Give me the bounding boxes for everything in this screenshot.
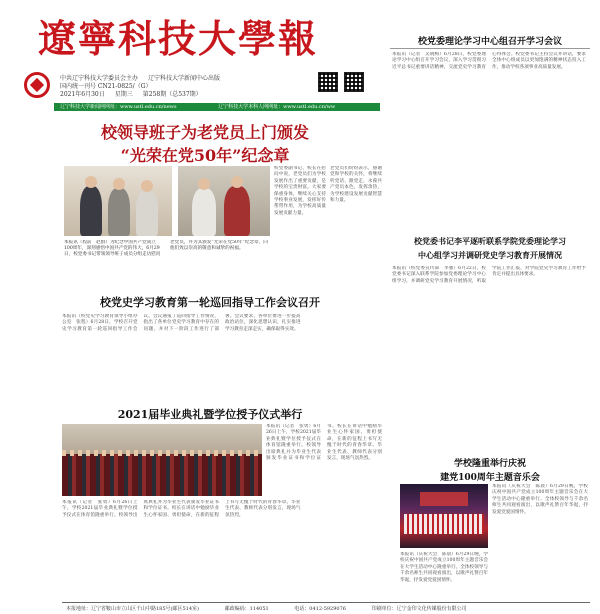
right-body-2: 本报讯（校党委宣传部 李强）6月22日，校党委书记深入联系学院参加党委理论学习中心组学习，并调研党史学习教育开展情况，听取学院工作汇报，对学院党史学习教育工作给予肯定并提出具体要求。	[392, 266, 586, 284]
masthead-title: 遼寧科技大學報	[38, 16, 319, 61]
footer-phone: 电话：0412-5929076	[294, 606, 346, 612]
weekday: 星期三	[114, 91, 133, 98]
publisher: 中共辽宁科技大学委员会主办	[60, 75, 139, 82]
right-headline-1: 校党委理论学习中心组召开学习会议	[417, 37, 562, 47]
right-headline-3a: 学校隆重举行庆祝	[453, 459, 526, 469]
lead-photo-left	[64, 166, 172, 236]
lead-photo-caption: 本报讯（程前 赵群）为纪念中国共产党成立100周年，深刻感悟中国共产党的伟大，6月29日，校党委书记带领领导班子成员分组走访慰问老党员，并为其颁发“光荣在党50年”纪念章，向他们致以崇高的敬意和诚挚的祝福。	[64, 240, 268, 257]
cn-number: 国内统一刊号 CN21-0825/（G）	[60, 83, 152, 90]
qr-code-2	[344, 72, 364, 92]
lead-photo-right	[178, 166, 270, 236]
lead-body-1: 校党委副书记、校长在慰问中说，老党员们为学校发展作出了重要贡献，是学校的宝贵财富。大家要保重身体，继续关心支持学校事业发展，发挥好传帮带作用，为学校高质量发展贡献力量。	[274, 166, 326, 216]
right-headline-2b: 中心组学习并调研党史学习教育开展情况	[418, 250, 562, 260]
right-body-1: 本报讯（记者 吴晓梅）6月28日，校党委理论学习中心组召开学习会议，深入学习贯彻习近平总书记重要讲话精神，交流党史学习教育心得体会。校党委书记主持会议并讲话，要求全体中心组成员以更加饱满的精神状态投入工作，推动学校各项事业高质量发展。	[392, 52, 586, 70]
lead-headline-2: “光荣在党50年”纪念章	[120, 146, 290, 165]
right-headline-3b: 建党100周年主题音乐会	[440, 473, 540, 483]
tour-headline: 校党史学习教育第一轮巡回指导工作会议召开	[100, 296, 320, 309]
concert-photo	[400, 484, 488, 548]
footer-divider	[62, 602, 590, 603]
footer-address: 本报地址：辽宁省鞍山市立山区千山中路185号(邮区514室)	[66, 606, 199, 612]
graduation-body-side: 本报讯（记者 张勇）6月26日上午，学校2021届毕业典礼暨学位授予仪式在体育馆隆重举行。校领导出席典礼并为毕业生代表颁发毕业证书和学位证书。校长在讲话中勉励毕业生心怀家国、勇担使命，在新的征程上书写无愧于时代的青春华章。毕业生代表、教师代表分别发言，现场气氛热烈。	[266, 424, 382, 462]
lead-headline-1: 校领导班子为老党员上门颁发	[100, 123, 309, 142]
qr-code-1	[318, 72, 338, 92]
publication-info	[60, 75, 230, 99]
footer-printer: 印刷单位：辽宁金印文化传媒股份有限公司	[371, 606, 467, 612]
footer-postcode: 邮政编码：114051	[224, 606, 269, 612]
tour-body: 本报讯（校党史学习教育领导小组办公室 张程）6月28日，学校召开党史学习教育第一轮巡回指导工作会议。会议通报了巡回指导工作情况，指出了各单位党史学习教育中存在的问题，并对下一阶段工作进行了部署。会议要求，各单位要进一步提高政治站位，深化思想认识，扎实推进学习教育走深走实，确保取得实效。	[62, 314, 301, 332]
divider	[390, 48, 590, 49]
issue-number: 第258期（总537期）	[142, 91, 202, 98]
right-headline-2a: 校党委书记李平逐听联系学院党委理论学习	[414, 236, 566, 246]
graduation-body: 本报讯（记者 张勇）6月26日上午，学校2021届毕业典礼暨学位授予仪式在体育馆隆重举行。校领导出席典礼并为毕业生代表颁发毕业证书和学位证书。校长在讲话中勉励毕业生心怀家国、勇担使命，在新的征程上书写无愧于时代的青春华章。毕业生代表、教师代表分别发言，现场气氛热烈。	[62, 500, 301, 518]
editor: 辽宁科技大学新闻中心出版	[148, 75, 221, 82]
footer	[0, 604, 600, 614]
right-body-3-lower: 本报讯（庆祝大会 陈晨）6月29日晚，学校庆祝中国共产党成立100周年主题音乐会在大学生活动中心隆重举行。全体校领导与千余名师生共同观看演出，以歌声礼赞百年华诞，抒发爱党爱国情怀。	[400, 552, 488, 583]
website-label-2: 辽宁科技大学本科人网网址：www.ustl.edu.cn/ww	[218, 104, 336, 110]
graduation-headline: 2021届毕业典礼暨学位授予仪式举行	[117, 408, 303, 421]
lead-body-2: 老党员们纷纷表示，感谢党和学校的关怀，将继续听党话、跟党走，永葆共产党员本色，发挥余热，为学校建设发展贡献智慧和力量。	[330, 166, 382, 204]
school-logo	[24, 72, 50, 98]
right-body-3: 本报讯（庆祝大会 陈晨）6月29日晚，学校庆祝中国共产党成立100周年主题音乐会在大学生活动中心隆重举行。全体校领导与千余名师生共同观看演出，以歌声礼赞百年华诞，抒发爱党爱国情怀。	[492, 484, 588, 515]
graduation-photo	[62, 424, 262, 496]
issue-date: 2021年6月30日	[60, 91, 105, 98]
website-label: 辽宁科技大学新闻网网址：www.ustl.edu.cn/news	[60, 104, 177, 110]
website-bar	[54, 103, 380, 111]
